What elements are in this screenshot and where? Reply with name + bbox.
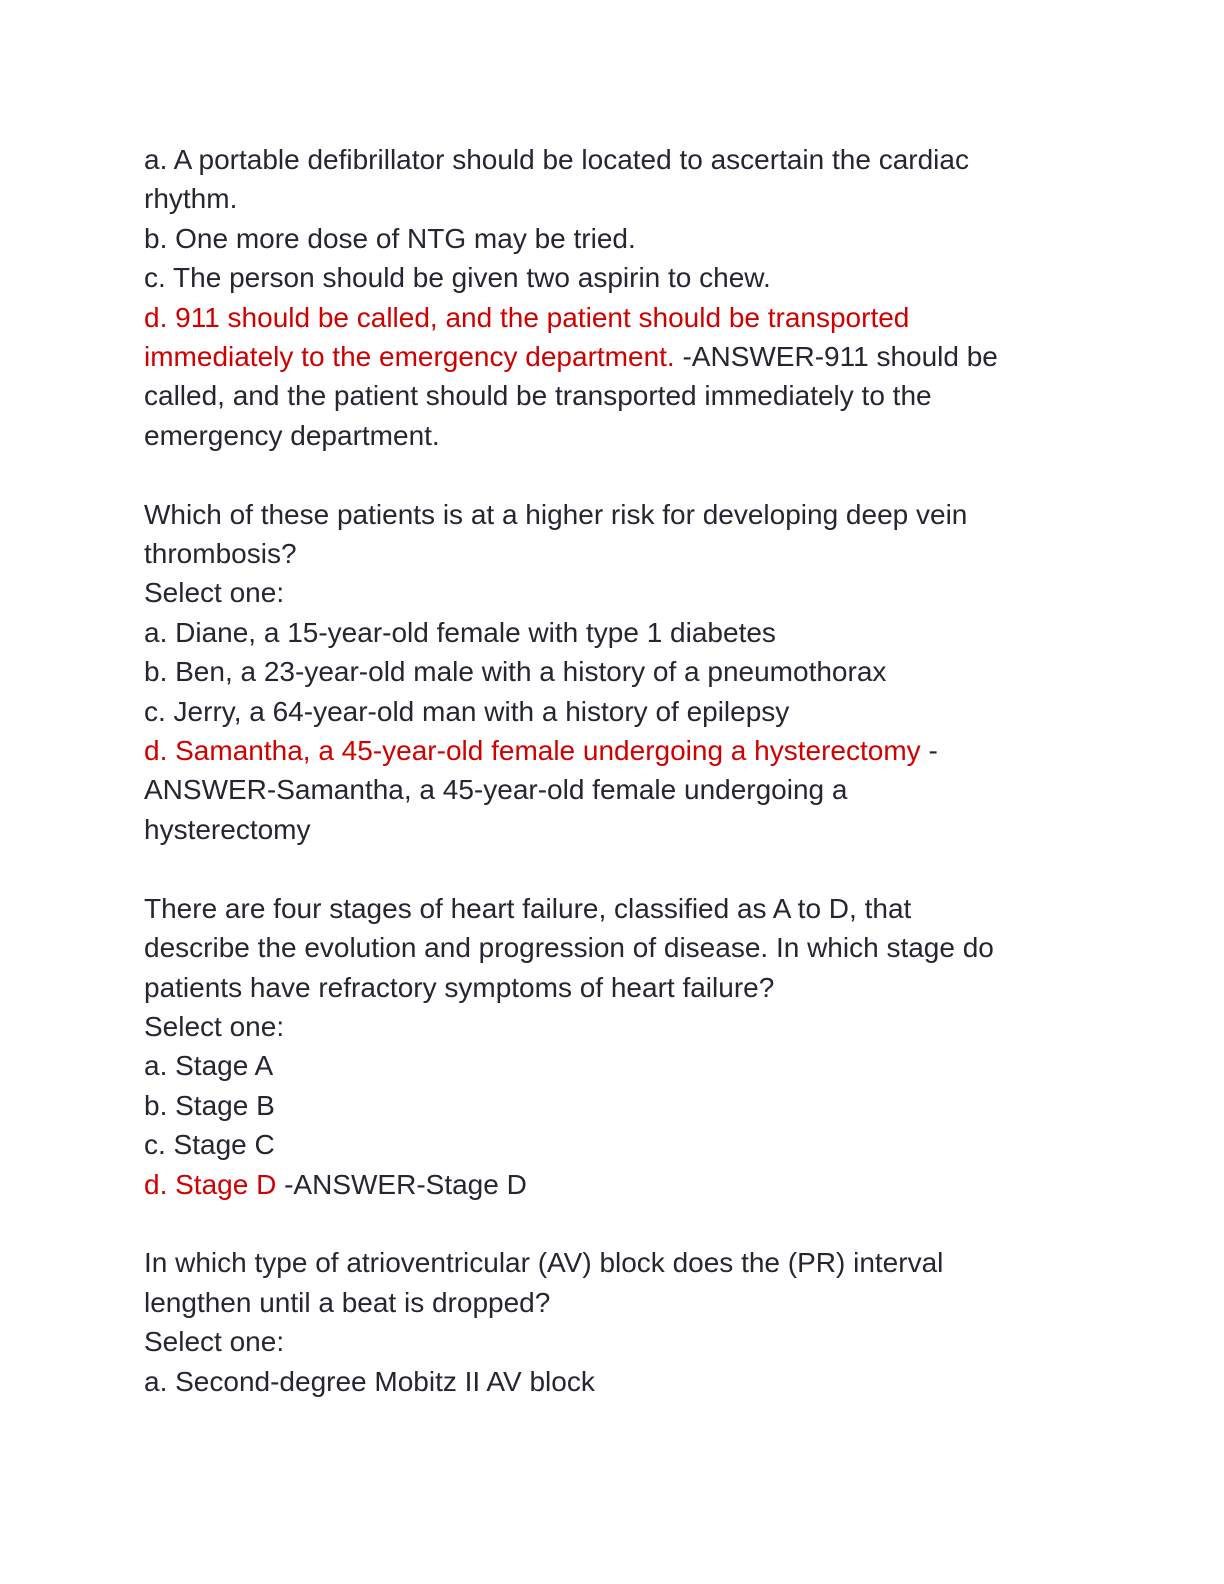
question-3 [144, 889, 1084, 1204]
question-text-line-2: describe the evolution and progression of disease. In which stage do [144, 932, 994, 964]
option-d-correct: d. Stage D [144, 1168, 277, 1200]
option-d-correct-line-1: d. 911 should be called, and the patient should be transported [144, 301, 910, 333]
option-a: a. Diane, a 15-year-old female with type 1 diabetes [144, 616, 776, 648]
question-text-line-2: lengthen until a beat is dropped? [144, 1286, 551, 1318]
option-d-correct: d. Samantha, a 45-year-old female undergoing a hysterectomy [144, 735, 921, 767]
option-c: c. Jerry, a 64-year-old man with a history of epilepsy [144, 695, 790, 727]
spacer [144, 849, 1084, 888]
option-b: b. Ben, a 23-year-old male with a history of a pneumothorax [144, 656, 887, 688]
answer-line-3: emergency department. [144, 419, 440, 451]
option-a: a. Second-degree Mobitz II AV block [144, 1365, 595, 1397]
option-d-line-2 [144, 337, 1084, 376]
select-one-label: Select one: [144, 1326, 285, 1358]
option-d-line [144, 1165, 1084, 1204]
question-1-options [144, 140, 1084, 455]
question-text-line-2: thrombosis? [144, 538, 297, 570]
question-4 [144, 1243, 1084, 1401]
option-a-line-2: rhythm. [144, 183, 238, 215]
option-a: a. Stage A [144, 1050, 274, 1082]
select-one-label: Select one: [144, 1010, 285, 1042]
answer-line-1: ANSWER-Samantha, a 45-year-old female undergoing a [144, 774, 848, 806]
spacer [144, 1204, 1084, 1243]
question-text-line-3: patients have refractory symptoms of heart failure? [144, 971, 775, 1003]
answer-line-2: called, and the patient should be transported immediately to the [144, 380, 932, 412]
option-b: b. Stage B [144, 1089, 275, 1121]
option-d-correct-line-2: immediately to the emergency department. [144, 341, 675, 373]
select-one-label: Select one: [144, 577, 285, 609]
question-text-line-1: Which of these patients is at a higher risk for developing deep vein [144, 498, 968, 530]
option-c: c. Stage C [144, 1129, 275, 1161]
question-2 [144, 495, 1084, 850]
answer-dash: - [920, 735, 938, 767]
answer-label: -ANSWER-911 should be [674, 341, 998, 373]
question-text-line-1: There are four stages of heart failure, classified as A to D, that [144, 892, 912, 924]
option-a-line-1: a. A portable defibrillator should be located to ascertain the cardiac [144, 144, 969, 175]
option-c: c. The person should be given two aspirin to chew. [144, 262, 771, 294]
option-d-line [144, 731, 1084, 770]
answer-text: -ANSWER-Stage D [276, 1168, 527, 1200]
option-b: b. One more dose of NTG may be tried. [144, 222, 636, 254]
spacer [144, 455, 1084, 494]
answer-line-2: hysterectomy [144, 813, 311, 845]
question-text-line-1: In which type of atrioventricular (AV) block does the (PR) interval [144, 1247, 944, 1279]
document-page [144, 140, 1084, 1401]
